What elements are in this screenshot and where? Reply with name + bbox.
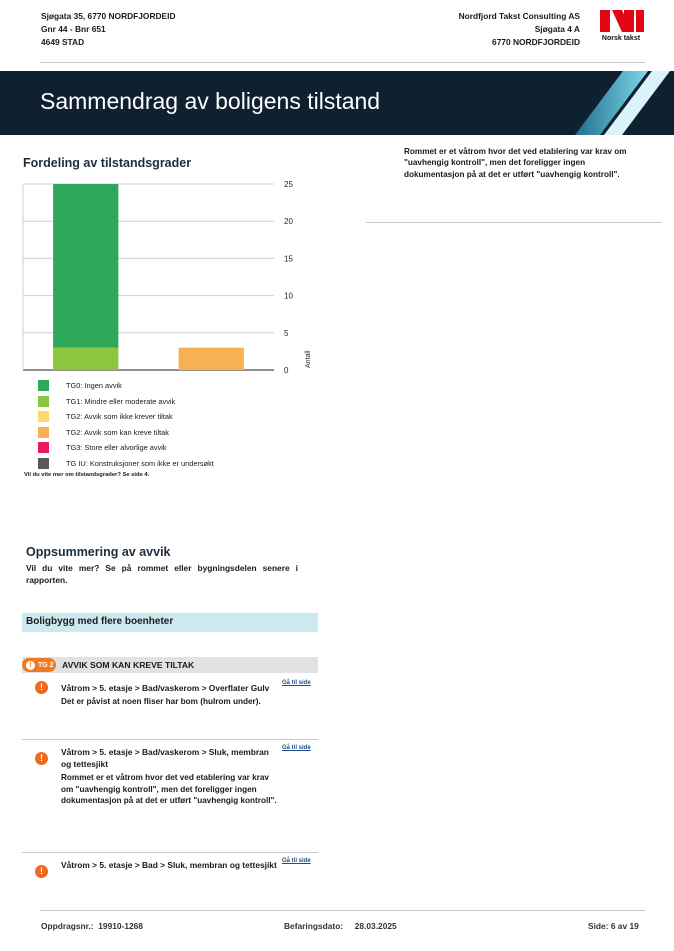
y-tick-label: 5 <box>284 328 289 338</box>
finding-title: Våtrom > 5. etasje > Bad/vaskerom > Sluk, membran og tettesjikt <box>61 747 269 769</box>
condition-chart <box>22 176 322 376</box>
warning-icon: ! <box>35 752 48 765</box>
go-to-page-link[interactable]: Gå til side <box>282 680 311 686</box>
page-title: Sammendrag av boligens tilstand <box>40 88 381 114</box>
y-tick-label: 10 <box>284 291 293 301</box>
finding-title: Våtrom > 5. etasje > Bad > Sluk, membran og tettesjikt <box>61 860 277 870</box>
legend-item <box>38 409 214 425</box>
address-line-2: Gnr 44 - Bnr 651 <box>41 24 106 34</box>
finding-divider <box>22 739 318 740</box>
tg-badge <box>22 658 56 672</box>
legend-swatch-tg1 <box>38 396 49 407</box>
company-line-3: 6770 NORDFJORDEID <box>492 37 580 47</box>
legend-swatch-tg2-may <box>38 427 49 438</box>
norsk-takst-logo <box>598 8 646 46</box>
assignment-label: Oppdragsnr.: <box>41 921 94 931</box>
section-heading: Boligbygg med flere boenheter <box>22 613 318 632</box>
legend-label: TG2: Avvik som ikke krever tiltak <box>66 412 173 422</box>
inspection-value: 28.03.2025 <box>354 921 397 931</box>
property-address <box>41 10 176 49</box>
tg-group-title: AVVIK SOM KAN KREVE TILTAK <box>62 660 195 670</box>
warning-icon: ! <box>35 865 48 878</box>
footer-divider <box>40 910 645 911</box>
legend-swatch-tg0 <box>38 380 49 391</box>
y-tick-label: 0 <box>284 366 289 375</box>
legend-label: TG1: Mindre eller moderate avvik <box>66 396 176 406</box>
company-address <box>459 10 580 49</box>
right-column-divider <box>366 222 662 223</box>
tg-group-header <box>22 657 318 673</box>
inspection-label: Befaringsdato: <box>284 921 344 931</box>
page-number <box>588 921 639 931</box>
y-tick-label: 25 <box>284 180 293 189</box>
tg-badge-label: TG 2 <box>38 661 54 669</box>
address-line-3: 4649 STAD <box>41 37 85 47</box>
page-label: Side: <box>588 921 609 931</box>
y-tick-label: 20 <box>284 217 293 227</box>
warning-icon: ! <box>26 661 35 670</box>
legend-label: TG0: Ingen avvik <box>66 381 122 391</box>
y-axis-label: Antall <box>305 350 312 368</box>
y-tick-label: 15 <box>284 254 293 264</box>
go-to-page-link[interactable]: Gå til side <box>282 745 311 751</box>
company-line-2: Sjøgata 4 A <box>534 24 580 34</box>
page-value: 6 av 19 <box>610 921 639 931</box>
company-line-1: Nordfjord Takst Consulting AS <box>458 11 580 21</box>
legend-item <box>38 456 214 472</box>
assignment-value: 19910-1268 <box>98 921 143 931</box>
summary-title: Oppsummering av avvik <box>26 545 171 559</box>
legend-label: TG2: Avvik som kan kreve tiltak <box>66 427 169 437</box>
legend-swatch-tg2-none <box>38 411 49 422</box>
legend-item <box>38 425 214 441</box>
bar-segment <box>53 184 118 348</box>
bar-segment <box>179 348 244 370</box>
logo-text: Norsk takst <box>601 35 641 42</box>
legend-item <box>38 378 214 394</box>
bar-segment <box>53 348 118 370</box>
title-banner <box>0 71 674 135</box>
finding-divider <box>22 852 318 853</box>
address-line-1: Sjøgata 35, 6770 NORDFJORDEID <box>41 11 176 21</box>
header-divider <box>40 62 645 63</box>
legend-item <box>38 394 214 410</box>
legend-swatch-tgiu <box>38 458 49 469</box>
right-column-text: Rommet er et våtrom hvor det ved etablering var krav om "uavhengig kontroll", men det foreligger ingen dokumentasjon på at det er utført "uavhengig kontroll". <box>404 147 627 179</box>
go-to-page-link[interactable]: Gå til side <box>282 858 311 864</box>
chart-footnote: Vil du vite mer om tilstandsgrader? Se side 4. <box>24 472 150 478</box>
warning-icon: ! <box>35 681 48 694</box>
legend-item <box>38 440 214 456</box>
assignment-number <box>41 921 143 931</box>
finding-description: Rommet er et våtrom hvor det ved etablering var krav om "uavhengig kontroll", men det foreligger ingen dokumentasjon på at det er utført "uavhengig kontroll". <box>61 773 277 805</box>
summary-text: Vil du vite mer? Se på rommet eller bygningsdelen senere i rapporten. <box>26 563 298 585</box>
legend-swatch-tg3 <box>38 442 49 453</box>
chart-legend <box>38 378 214 471</box>
logo-mark-icon <box>598 8 646 36</box>
chart-title: Fordeling av tilstandsgrader <box>23 156 192 170</box>
finding-description: Det er påvist at noen fliser har bom (hulrom under). <box>61 697 261 706</box>
legend-label: TG IU: Konstruksjoner som ikke er undersøkt <box>66 458 214 468</box>
legend-label: TG3: Store eller alvorlige avvik <box>66 443 167 453</box>
finding-title: Våtrom > 5. etasje > Bad/vaskerom > Overflater Gulv <box>61 683 270 693</box>
inspection-date <box>284 921 397 931</box>
